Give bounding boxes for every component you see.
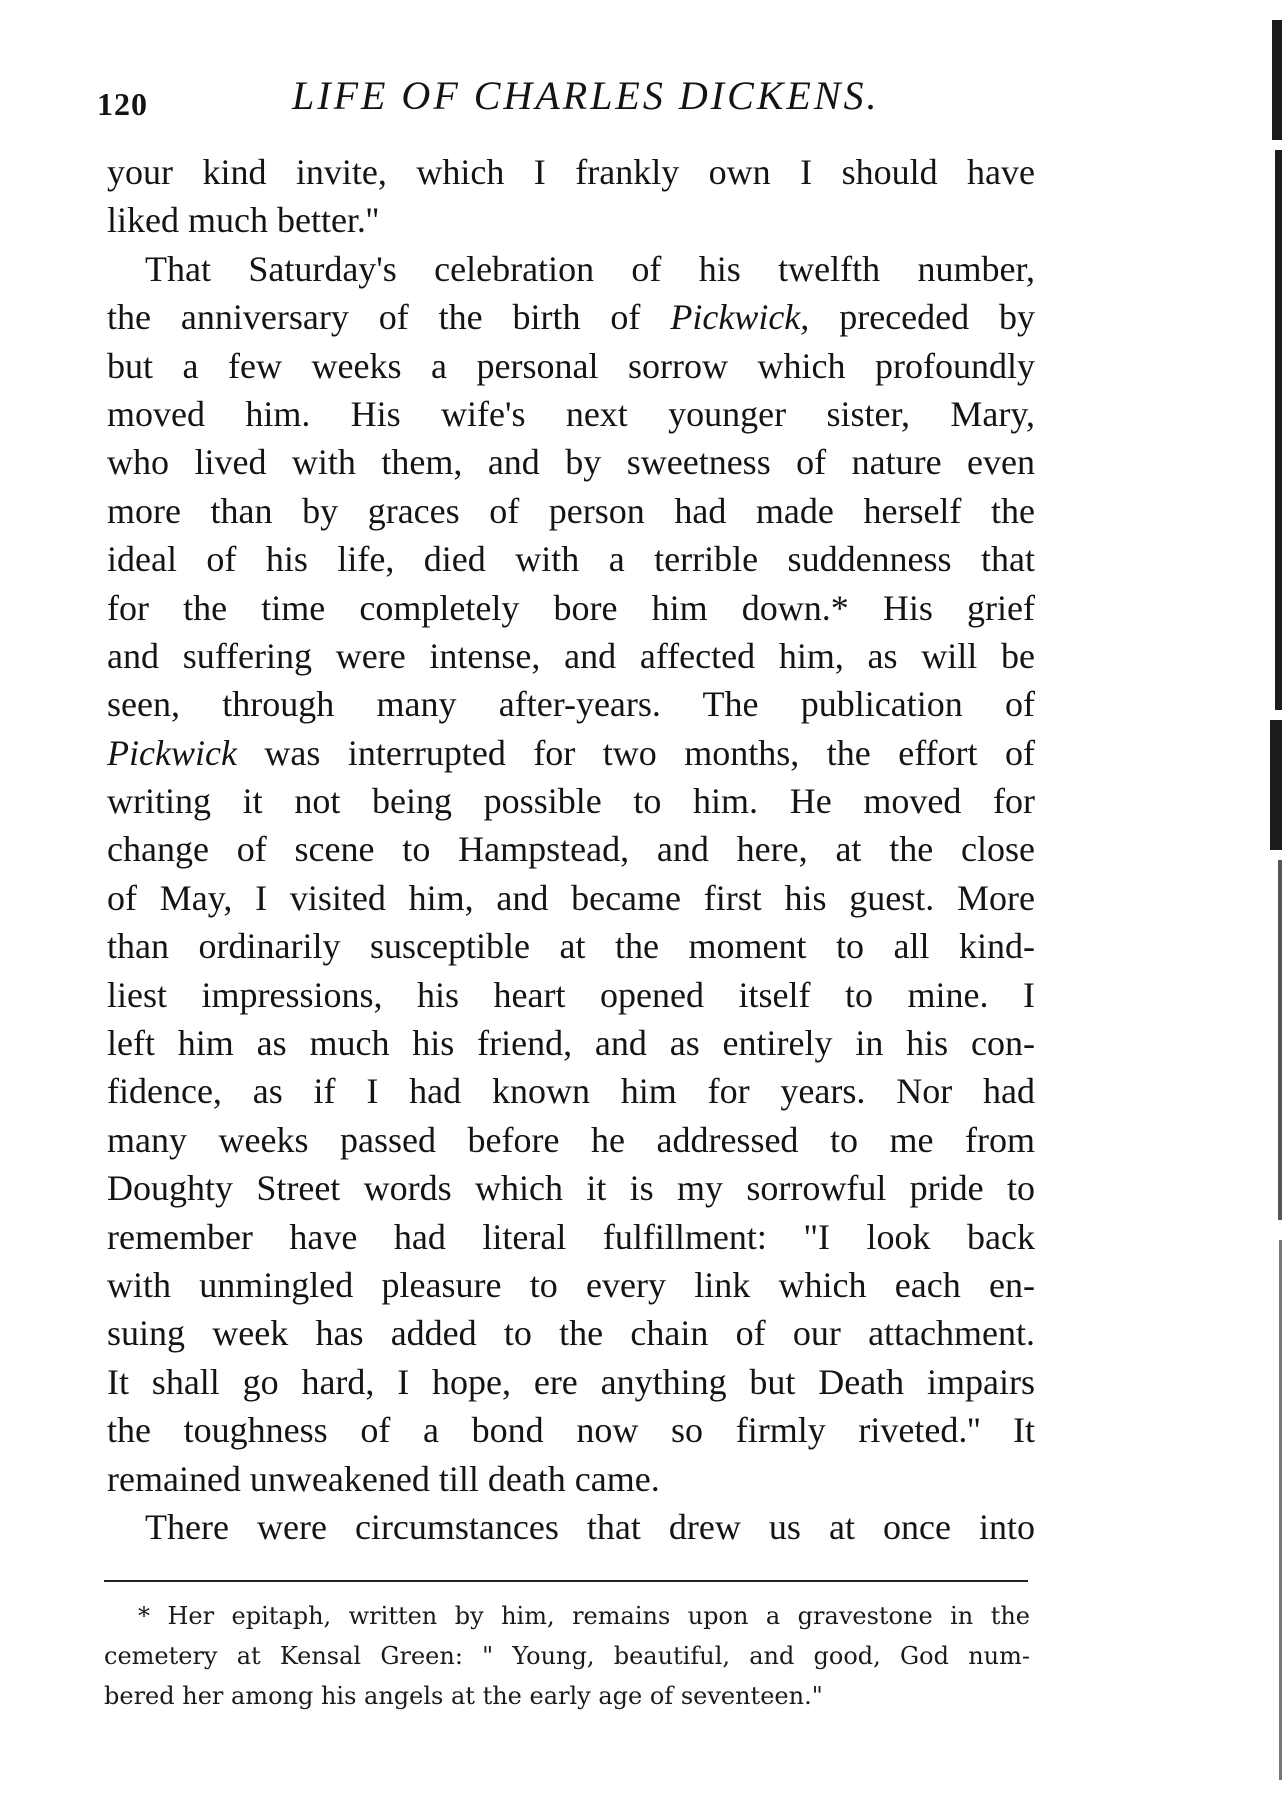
text-line: for the time completely bore him down.* His grief (107, 587, 1035, 628)
text-line: the toughness of a bond now so firmly riveted.'' It (107, 1410, 1035, 1451)
footnote (104, 1596, 1030, 1716)
text-fragment: the anniversary of the birth of (107, 297, 641, 338)
footnote-line: bered her among his angels at the early age of seventeen." (104, 1682, 823, 1710)
text-line: many weeks passed before he addressed to me from (107, 1119, 1035, 1160)
body-text (107, 148, 1035, 1551)
page-header (97, 62, 1037, 122)
footnote-line: cemetery at Kensal Green: " Young, beautiful, and good, God num- (104, 1642, 1030, 1670)
text-line: ideal of his life, died with a terrible suddenness that (107, 539, 1035, 580)
text-fragment: was interrupted for two months, the effort of (264, 732, 1036, 773)
text-line: with unmingled pleasure to every link which each en- (107, 1264, 1035, 1305)
page-number: 120 (97, 86, 148, 122)
text-line-with-italic (107, 729, 1035, 777)
text-line: than ordinarily susceptible at the moment to all kind- (107, 926, 1035, 967)
text-line: of May, I visited him, and became first his guest. More (107, 877, 1035, 918)
text-line: but a few weeks a personal sorrow which profoundly (107, 345, 1035, 386)
footnote-line: * Her epitaph, written by him, remains upon a gravestone in the (138, 1602, 1030, 1630)
text-line: writing it not being possible to him. He moved for (107, 781, 1035, 822)
text-line: seen, through many after-years. The publication of (107, 684, 1035, 725)
italic-title: Pickwick (107, 732, 237, 773)
text-fragment: preceded by (839, 297, 1036, 338)
text-line: fidence, as if I had known him for years. Nor had (107, 1071, 1035, 1112)
text-line: liked much better.'' (107, 200, 379, 241)
text-line: and suffering were intense, and affected him, as will be (107, 635, 1035, 676)
text-line: more than by graces of person had made herself the (107, 490, 1035, 531)
text-line: It shall go hard, I hope, ere anything but Death impairs (107, 1361, 1035, 1402)
text-line: That Saturday's celebration of his twelfth number, (145, 248, 1035, 289)
text-line: remember have had literal fulfillment: "I look back (107, 1216, 1035, 1257)
text-line: Doughty Street words which it is my sorrowful pride to (107, 1168, 1035, 1209)
text-line: liest impressions, his heart opened itself to mine. I (107, 974, 1035, 1015)
text-line: change of scene to Hampstead, and here, at the close (107, 829, 1035, 870)
text-line: moved him. His wife's next younger sister, Mary, (107, 393, 1035, 434)
italic-title: Pickwick, (670, 297, 810, 338)
text-line: left him as much his friend, and as entirely in his con- (107, 1023, 1035, 1064)
text-line: your kind invite, which I frankly own I should have (107, 152, 1035, 192)
running-title: LIFE OF CHARLES DICKENS. (292, 73, 880, 118)
text-line-with-italic (107, 293, 1035, 341)
text-line: suing week has added to the chain of our attachment. (107, 1313, 1035, 1354)
text-line: who lived with them, and by sweetness of nature even (107, 442, 1035, 483)
scan-edge-artifact (1258, 0, 1288, 1814)
footnote-divider (104, 1580, 1028, 1582)
text-line: remained unweakened till death came. (107, 1458, 660, 1499)
text-line: There were circumstances that drew us at once into (145, 1506, 1035, 1547)
